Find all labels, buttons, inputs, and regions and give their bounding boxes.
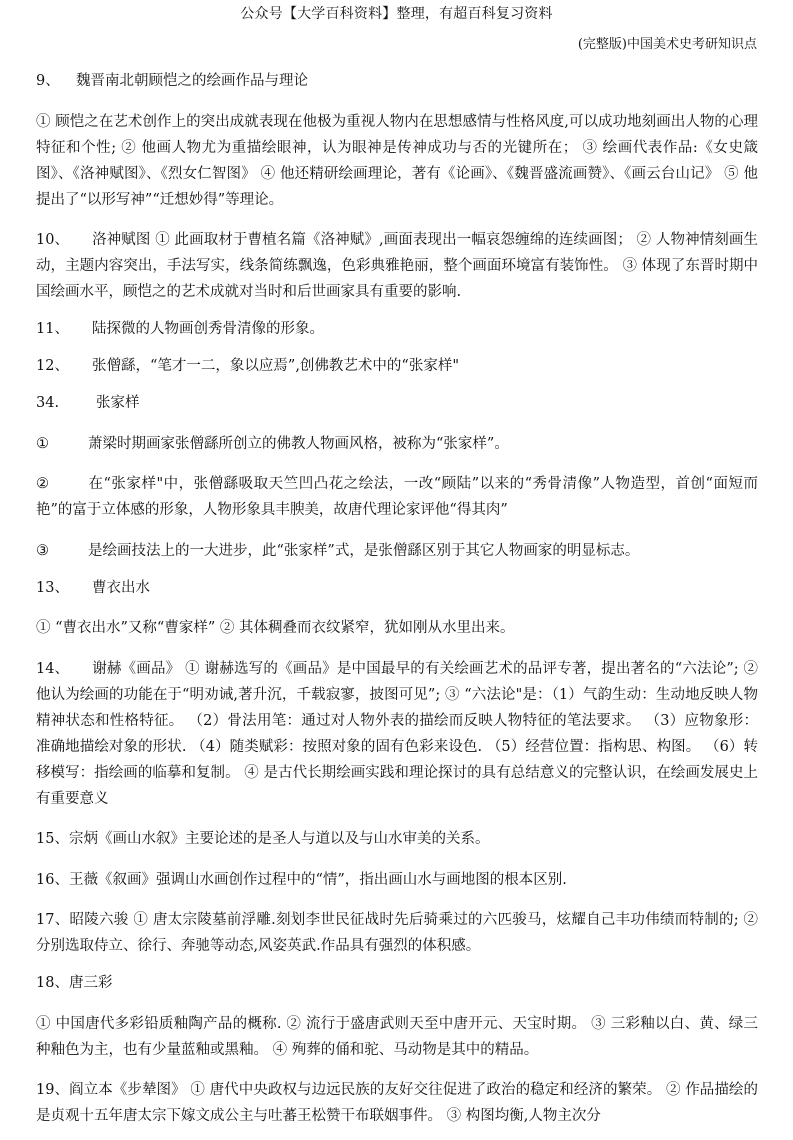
section-34-item-2 (36, 471, 758, 523)
section-17: 17、昭陵六骏 ① 唐太宗陵墓前浮雕.刻划李世民征战时先后骑乘过的六匹骏马，炫耀自己丰功伟绩而特制的; ② 分别选取侍立、徐行、奔驰等动态,风姿英武.作品具有强烈的体积感。 (36, 912, 758, 954)
section-13-body: ① “曹衣出水”又称“曹家样” ② 其体稠叠而衣纹紧窄，犹如刚从水里出来。 (36, 620, 515, 636)
section-13-heading (36, 575, 758, 601)
section-number: 34. (36, 395, 60, 411)
section-title: 魏晋南北朝顾恺之的绘画作品与理论 (76, 73, 308, 89)
section-10 (36, 227, 758, 305)
page-subtitle: (完整版)中国美术史考研知识点 (577, 37, 757, 52)
item-mark: ① (36, 435, 49, 452)
section-9-heading (36, 68, 758, 94)
page-header: 公众号【大学百科资料】整理，有超百科复习资料 (240, 6, 553, 22)
section-11 (36, 316, 758, 342)
section-number: 11、 (36, 321, 69, 337)
section-34-item-3 (36, 538, 758, 564)
item-mark: ③ (36, 542, 49, 559)
section-18-heading: 18、唐三彩 (36, 975, 113, 991)
section-34-item-1 (36, 431, 758, 457)
section-title: 张家样 (96, 395, 140, 411)
section-34-heading (36, 390, 758, 416)
section-19: 19、阎立本《步辇图》 ① 唐代中央政权与边远民族的友好交往促进了政治的稳定和经济的繁荣。 ② 作品描绘的是贞观十五年唐太宗下嫁文成公主与吐蕃王松赞干布联姻事件。 ③ 构图均衡,人物主次分 (36, 1082, 758, 1124)
section-number: 10、 (36, 232, 69, 248)
item-text: 是绘画技法上的一大进步，此“张家样”式，是张僧繇区别于其它人物画家的明显标志。 (88, 542, 640, 559)
section-18-body: ① 中国唐代多彩铅质釉陶产品的概称. ② 流行于盛唐武则天至中唐开元、天宝时期。 ③ 三彩釉以白、黄、绿三种釉色为主，也有少量蓝釉或黑釉。 ④ 殉葬的俑和驼、马动物是其中的精品。 (36, 1015, 758, 1058)
section-12 (36, 353, 758, 379)
section-9-body: ① 顾恺之在艺术创作上的突出成就表现在他极为重视人物内在思想感情与性格风度,可以成功地刻画出人物的心理特征和个性; ② 他画人物尤为重描绘眼神，认为眼神是传神成功与否的光键所在； ③ 绘画代表作品:《女史箴图》、《洛神赋图》、《烈女仁智图》 ④ 他还精研绘画理论，著有《论画》、《魏晋盛流画赞》、《画云台山记》 ⑤ 他提出了“以形写神”“迁想妙得”等理论。 (36, 113, 758, 208)
section-number: 12、 (36, 358, 69, 374)
item-text: 在“张家样"中，张僧繇吸取天竺凹凸花之绘法，一改“顾陆”以来的“秀骨清像”人物造型，首创“面短而艳”的富于立体感的形象，人物形象具丰腴美，故唐代理论家评他“得其肉” (36, 476, 758, 518)
item-text: 萧梁时期画家张僧繇所创立的佛教人物画风格，被称为“张家样”。 (88, 435, 509, 452)
section-title: 曹衣出水 (92, 579, 150, 596)
section-14 (36, 656, 758, 812)
section-number: 9、 (36, 73, 60, 89)
document-body (36, 68, 758, 1140)
section-16: 16、王薇《叙画》强调山水画创作过程中的“情”，指出画山水与画地图的根本区别. (36, 871, 567, 888)
section-text: 张僧繇，“笔才一二，象以应焉”,创佛教艺术中的“张家样" (92, 358, 460, 374)
section-15: 15、宗炳《画山水叙》主要论述的是圣人与道以及与山水审美的关系。 (36, 831, 490, 847)
section-text: 陆探微的人物画创秀骨清像的形象。 (92, 321, 324, 337)
section-number: 13、 (36, 579, 69, 596)
section-text: 洛神赋图 ① 此画取材于曹植名篇《洛神赋》,画面表现出一幅哀怨缠绵的连续画图； ② 人物神情刻画生动，主题内容突出，手法写实，线条简练飘逸，色彩典雅艳丽，整个画面环境富有装饰性。 ③ 体现了东晋时期中国绘画水平，顾恺之的艺术成就对当时和后世画家具有重要的影响. (36, 232, 758, 300)
item-mark: ② (36, 476, 49, 492)
section-text: 谢赫《画品》 ① 谢赫选写的《画品》是中国最早的有关绘画艺术的品评专著，提出著名的“六法论”; ② 他认为绘画的功能在于“明劝诫,著升沉，千载寂寥，披图可见”; ③ “六法论"是：（1）气韵生动：生动地反映人物精神状态和性格特征。 （2）骨法用笔：通过对人物外表的描绘而反映人物特征的笔法要求。 （3）应物象形：准确地描绘对象的形状. （4）随类赋彩：按照对象的固有色彩来设色. （5）经营位置：指构思、构图。 （6）转移模写：指绘画的临摹和复制。 ④ 是古代长期绘画实践和理论探讨的具有总结意义的完整认识，在绘画发展史上有重要意义 (36, 660, 758, 807)
section-number: 14、 (36, 660, 69, 677)
